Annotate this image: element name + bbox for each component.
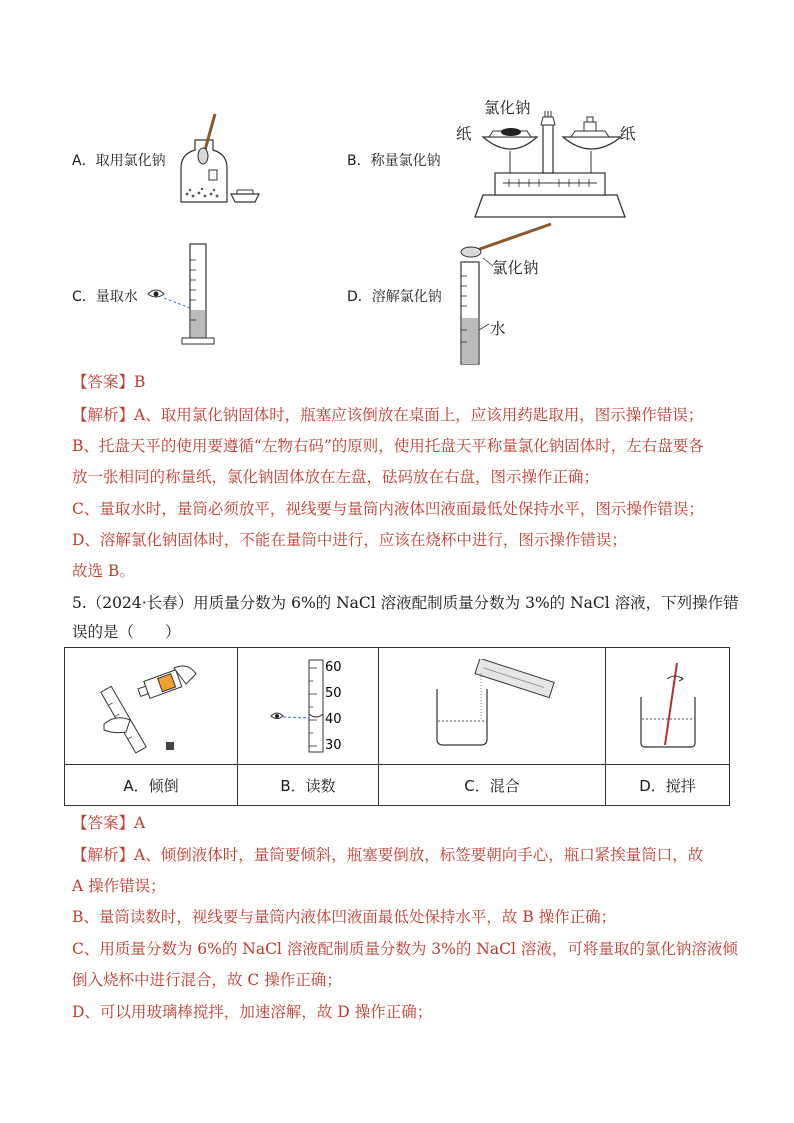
q5-figure-c-cell — [379, 648, 606, 765]
mix-beaker-figure — [427, 659, 557, 749]
q4-analysis-line-3: 放一张相同的称量纸，氯化钠固体放在左盘，砝码放在右盘，图示操作正确； — [72, 468, 600, 486]
caption-c: C．混合 — [379, 765, 606, 806]
q5-stem-line-1: 5.（2024·长春）用质量分数为 6%的 NaCl 溶液配制质量分数为 3%的 NaCl 溶液，下列操作错 — [72, 594, 739, 612]
analysis-tag: 【解析】 — [72, 406, 135, 424]
analysis-tag: 【解析】 — [72, 846, 135, 864]
q5-options-table — [64, 647, 730, 806]
q5-analysis-line-4: C、用质量分数为 6%的 NaCl 溶液配制质量分数为 3%的 NaCl 溶液，可将量取的氯化钠溶液倾 — [72, 940, 738, 958]
answer-value: A — [134, 814, 146, 832]
tick-50: 50 — [325, 686, 342, 701]
option-b-label: B．称量氯化钠 — [347, 153, 441, 169]
d-nacl-label: 氯化钠 — [492, 259, 539, 277]
cylinder-eye-figure — [146, 240, 216, 348]
q5-figure-a-cell — [65, 648, 238, 765]
q5-analysis-line-6: D、可以用玻璃棒搅拌，加速溶解，故 D 操作正确； — [72, 1003, 433, 1021]
analysis-text: A、取用氯化钠固体时，瓶塞应该倒放在桌面上，应该用药匙取用，图示操作错误； — [134, 406, 704, 424]
b-nacl-label: 氯化钠 — [484, 99, 531, 117]
pour-cylinder-figure — [96, 654, 206, 754]
q5-figure-d-cell — [606, 648, 730, 765]
q5-figure-b-cell — [238, 648, 379, 765]
b-paper-right-label: 纸 — [620, 125, 636, 143]
caption-a: A．倾倒 — [65, 765, 238, 806]
answer-tag: 【答案】 — [72, 373, 135, 391]
option-d-label: D．溶解氯化钠 — [347, 289, 442, 305]
bottle-spoon-figure — [175, 110, 265, 210]
b-paper-left-label: 纸 — [456, 125, 472, 143]
caption-b: B．读数 — [238, 765, 379, 806]
caption-d: D．搅拌 — [606, 765, 730, 806]
read-scale-figure — [263, 654, 353, 754]
q4-answer — [72, 372, 145, 392]
q5-answer — [72, 813, 145, 833]
tick-30: 30 — [325, 738, 342, 753]
d-water-label: 水 — [490, 320, 506, 338]
q5-analysis-line-3: B、量筒读数时，视线要与量筒内液体凹液面最低处保持水平，故 B 操作正确； — [72, 908, 617, 926]
stir-beaker-figure — [633, 657, 703, 752]
option-a-label: A．取用氯化钠 — [72, 153, 166, 169]
q4-analysis-line-2: B、托盘天平的使用要遵循“左物右码”的原则，使用托盘天平称量氯化钠固体时，左右盘要各 — [72, 437, 704, 455]
tick-40: 40 — [325, 712, 342, 727]
q4-analysis-line-5: D、溶解氯化钠固体时，不能在量筒中进行，应该在烧杯中进行，图示操作错误； — [72, 531, 627, 549]
q4-conclusion: 故选 B。 — [72, 562, 135, 580]
q4-analysis-line-4: C、量取水时，量筒必须放平，视线要与量筒内液体凹液面最低处保持水平，图示操作错误； — [72, 500, 704, 518]
option-c-label: C．量取水 — [72, 289, 138, 305]
cylinder-dissolve-figure — [455, 220, 555, 370]
answer-tag: 【答案】 — [72, 814, 135, 832]
q5-analysis-line-1 — [72, 845, 703, 865]
q5-analysis-line-2: A 操作错误； — [72, 877, 166, 895]
answer-value: B — [134, 373, 146, 391]
tick-60: 60 — [325, 660, 342, 675]
q5-stem-line-2: 误的是（ ） — [72, 623, 181, 641]
q5-analysis-line-5: 倒入烧杯中进行混合，故 C 操作正确； — [72, 971, 342, 989]
q4-analysis-line-1 — [72, 405, 703, 425]
analysis-text: A、倾倒液体时，量筒要倾斜，瓶塞要倒放，标签要朝向手心，瓶口紧挨量筒口，故 — [134, 846, 704, 864]
